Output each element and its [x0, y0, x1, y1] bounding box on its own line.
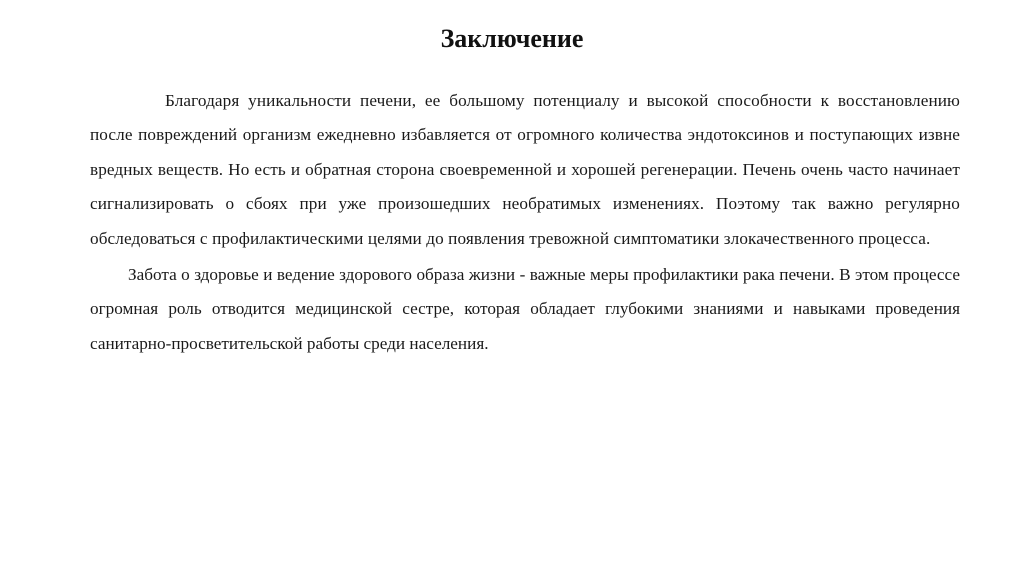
paragraph-1: Благодаря уникальности печени, ее большому потенциалу и высокой способности к восстановлению после повреждений организм ежедневно избавляется от огромного количества эндотоксинов и поступающих извне вредных веществ. Но есть и обратная сторона своевременной и хорошей регенерации. Печень очень часто начинает сигнализировать о сбоях при уже произошедших необратимых изменениях. Поэтому так важно регулярно обследоваться с профилактическими целями до появления тревожной симптоматики злокачественного процесса.: [90, 91, 960, 248]
slide-title: Заключение: [440, 24, 584, 53]
paragraph-2: Забота о здоровье и ведение здорового образа жизни - важные меры профилактики рака печени. В этом процессе огромная роль отводится медицинской сестре, которая обладает глубокими знаниями и навыками проведения санитарно-просветительской работы среди населения.: [90, 265, 960, 353]
slide-body: [90, 84, 960, 361]
